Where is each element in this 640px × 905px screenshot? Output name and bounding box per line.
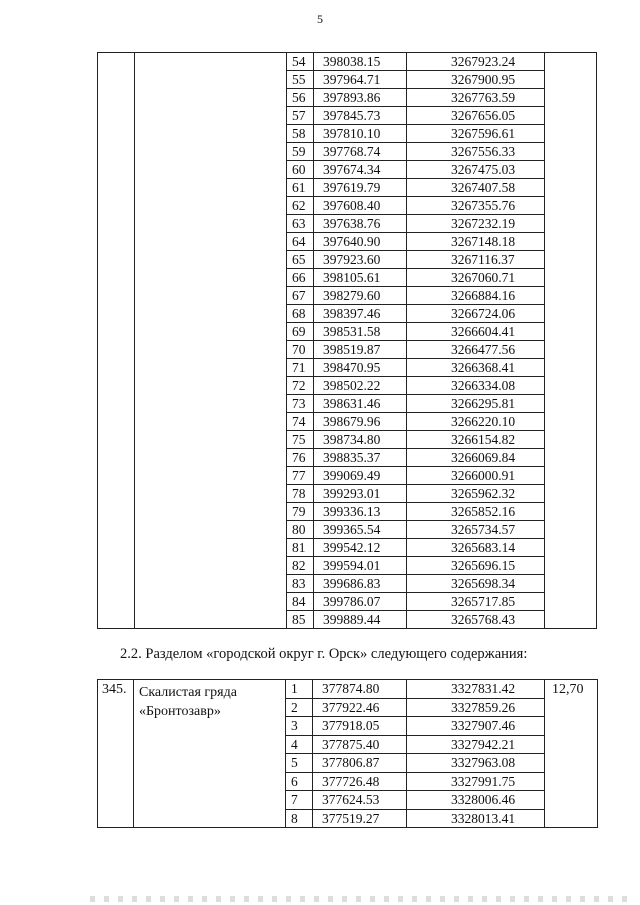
y-coordinate: 3265768.43 xyxy=(407,611,545,629)
point-number: 63 xyxy=(287,215,314,233)
x-coordinate: 397640.90 xyxy=(314,233,407,251)
x-coordinate: 399686.83 xyxy=(314,575,407,593)
x-coordinate: 397893.86 xyxy=(314,89,407,107)
x-coordinate: 398531.58 xyxy=(314,323,407,341)
x-coordinate: 399365.54 xyxy=(314,521,407,539)
cut-off-text-line xyxy=(90,896,630,902)
y-coordinate: 3265734.57 xyxy=(407,521,545,539)
x-coordinate: 397638.76 xyxy=(314,215,407,233)
x-coordinate: 398279.60 xyxy=(314,287,407,305)
x-coordinate: 377922.46 xyxy=(313,698,407,717)
y-coordinate: 3266368.41 xyxy=(407,359,545,377)
y-coordinate: 3327942.21 xyxy=(407,735,545,754)
point-number: 8 xyxy=(286,809,313,828)
x-coordinate: 398679.96 xyxy=(314,413,407,431)
coordinates-table-body xyxy=(98,53,597,629)
x-coordinate: 377624.53 xyxy=(313,791,407,810)
y-coordinate: 3265696.15 xyxy=(407,557,545,575)
object-name-cell xyxy=(135,53,287,629)
y-coordinate: 3267355.76 xyxy=(407,197,545,215)
point-number: 55 xyxy=(287,71,314,89)
x-coordinate: 397845.73 xyxy=(314,107,407,125)
orsk-table-body xyxy=(98,680,598,828)
x-coordinate: 398397.46 xyxy=(314,305,407,323)
y-coordinate: 3265852.16 xyxy=(407,503,545,521)
point-number: 4 xyxy=(286,735,313,754)
y-coordinate: 3328006.46 xyxy=(407,791,545,810)
coordinates-table-continued xyxy=(97,52,597,629)
x-coordinate: 399786.07 xyxy=(314,593,407,611)
point-number: 80 xyxy=(287,521,314,539)
y-coordinate: 3327859.26 xyxy=(407,698,545,717)
point-number: 75 xyxy=(287,431,314,449)
y-coordinate: 3267116.37 xyxy=(407,251,545,269)
item-number-cell xyxy=(98,53,135,629)
y-coordinate: 3265683.14 xyxy=(407,539,545,557)
y-coordinate: 3267656.05 xyxy=(407,107,545,125)
y-coordinate: 3266477.56 xyxy=(407,341,545,359)
x-coordinate: 399336.13 xyxy=(314,503,407,521)
x-coordinate: 399293.01 xyxy=(314,485,407,503)
point-number: 6 xyxy=(286,772,313,791)
y-coordinate: 3327907.46 xyxy=(407,717,545,736)
point-number: 71 xyxy=(287,359,314,377)
x-coordinate: 397608.40 xyxy=(314,197,407,215)
point-number: 60 xyxy=(287,161,314,179)
x-coordinate: 398470.95 xyxy=(314,359,407,377)
point-number: 85 xyxy=(287,611,314,629)
point-number: 54 xyxy=(287,53,314,71)
table-row xyxy=(98,680,598,699)
x-coordinate: 377874.80 xyxy=(313,680,407,699)
y-coordinate: 3265962.32 xyxy=(407,485,545,503)
point-number: 62 xyxy=(287,197,314,215)
point-number: 69 xyxy=(287,323,314,341)
point-number: 68 xyxy=(287,305,314,323)
y-coordinate: 3265717.85 xyxy=(407,593,545,611)
point-number: 83 xyxy=(287,575,314,593)
x-coordinate: 397674.34 xyxy=(314,161,407,179)
point-number: 56 xyxy=(287,89,314,107)
point-number: 64 xyxy=(287,233,314,251)
point-number: 65 xyxy=(287,251,314,269)
page-number: 5 xyxy=(317,12,323,26)
x-coordinate: 399889.44 xyxy=(314,611,407,629)
point-number: 57 xyxy=(287,107,314,125)
point-number: 78 xyxy=(287,485,314,503)
point-number: 74 xyxy=(287,413,314,431)
x-coordinate: 397964.71 xyxy=(314,71,407,89)
area-cell xyxy=(545,53,597,629)
y-coordinate: 3266604.41 xyxy=(407,323,545,341)
x-coordinate: 399594.01 xyxy=(314,557,407,575)
x-coordinate: 377806.87 xyxy=(313,754,407,773)
y-coordinate: 3267148.18 xyxy=(407,233,545,251)
y-coordinate: 3266069.84 xyxy=(407,449,545,467)
point-number: 2 xyxy=(286,698,313,717)
point-number: 3 xyxy=(286,717,313,736)
x-coordinate: 397768.74 xyxy=(314,143,407,161)
y-coordinate: 3266220.10 xyxy=(407,413,545,431)
x-coordinate: 397619.79 xyxy=(314,179,407,197)
point-number: 72 xyxy=(287,377,314,395)
point-number: 1 xyxy=(286,680,313,699)
x-coordinate: 398038.15 xyxy=(314,53,407,71)
point-number: 5 xyxy=(286,754,313,773)
y-coordinate: 3267556.33 xyxy=(407,143,545,161)
y-coordinate: 3267407.58 xyxy=(407,179,545,197)
y-coordinate: 3327831.42 xyxy=(407,680,545,699)
point-number: 66 xyxy=(287,269,314,287)
y-coordinate: 3266000.91 xyxy=(407,467,545,485)
y-coordinate: 3267060.71 xyxy=(407,269,545,287)
point-number: 81 xyxy=(287,539,314,557)
point-number: 61 xyxy=(287,179,314,197)
x-coordinate: 398519.87 xyxy=(314,341,407,359)
y-coordinate: 3328013.41 xyxy=(407,809,545,828)
section-heading: 2.2. Разделом «городской округ г. Орск» следующего содержания: xyxy=(120,646,528,662)
point-number: 59 xyxy=(287,143,314,161)
table-row xyxy=(98,53,597,71)
object-name-cell xyxy=(134,680,286,828)
orsk-coordinates-table xyxy=(97,679,598,828)
x-coordinate: 377726.48 xyxy=(313,772,407,791)
point-number: 67 xyxy=(287,287,314,305)
x-coordinate: 398631.46 xyxy=(314,395,407,413)
point-number: 58 xyxy=(287,125,314,143)
point-number: 7 xyxy=(286,791,313,810)
x-coordinate: 398105.61 xyxy=(314,269,407,287)
y-coordinate: 3267900.95 xyxy=(407,71,545,89)
x-coordinate: 399542.12 xyxy=(314,539,407,557)
point-number: 70 xyxy=(287,341,314,359)
y-coordinate: 3327963.08 xyxy=(407,754,545,773)
x-coordinate: 397810.10 xyxy=(314,125,407,143)
x-coordinate: 377519.27 xyxy=(313,809,407,828)
item-number: 345. xyxy=(98,680,134,828)
y-coordinate: 3266295.81 xyxy=(407,395,545,413)
x-coordinate: 399069.49 xyxy=(314,467,407,485)
x-coordinate: 377918.05 xyxy=(313,717,407,736)
y-coordinate: 3266884.16 xyxy=(407,287,545,305)
y-coordinate: 3327991.75 xyxy=(407,772,545,791)
point-number: 77 xyxy=(287,467,314,485)
y-coordinate: 3266724.06 xyxy=(407,305,545,323)
y-coordinate: 3267475.03 xyxy=(407,161,545,179)
point-number: 73 xyxy=(287,395,314,413)
point-number: 79 xyxy=(287,503,314,521)
x-coordinate: 398734.80 xyxy=(314,431,407,449)
y-coordinate: 3267232.19 xyxy=(407,215,545,233)
y-coordinate: 3265698.34 xyxy=(407,575,545,593)
point-number: 76 xyxy=(287,449,314,467)
object-name-line2: «Бронтозавр» xyxy=(139,704,221,719)
x-coordinate: 398502.22 xyxy=(314,377,407,395)
x-coordinate: 377875.40 xyxy=(313,735,407,754)
y-coordinate: 3267923.24 xyxy=(407,53,545,71)
y-coordinate: 3266154.82 xyxy=(407,431,545,449)
y-coordinate: 3266334.08 xyxy=(407,377,545,395)
x-coordinate: 397923.60 xyxy=(314,251,407,269)
y-coordinate: 3267763.59 xyxy=(407,89,545,107)
area-value: 12,70 xyxy=(545,680,598,828)
point-number: 82 xyxy=(287,557,314,575)
y-coordinate: 3267596.61 xyxy=(407,125,545,143)
object-name-line1: Скалистая гряда xyxy=(139,685,237,700)
point-number: 84 xyxy=(287,593,314,611)
x-coordinate: 398835.37 xyxy=(314,449,407,467)
